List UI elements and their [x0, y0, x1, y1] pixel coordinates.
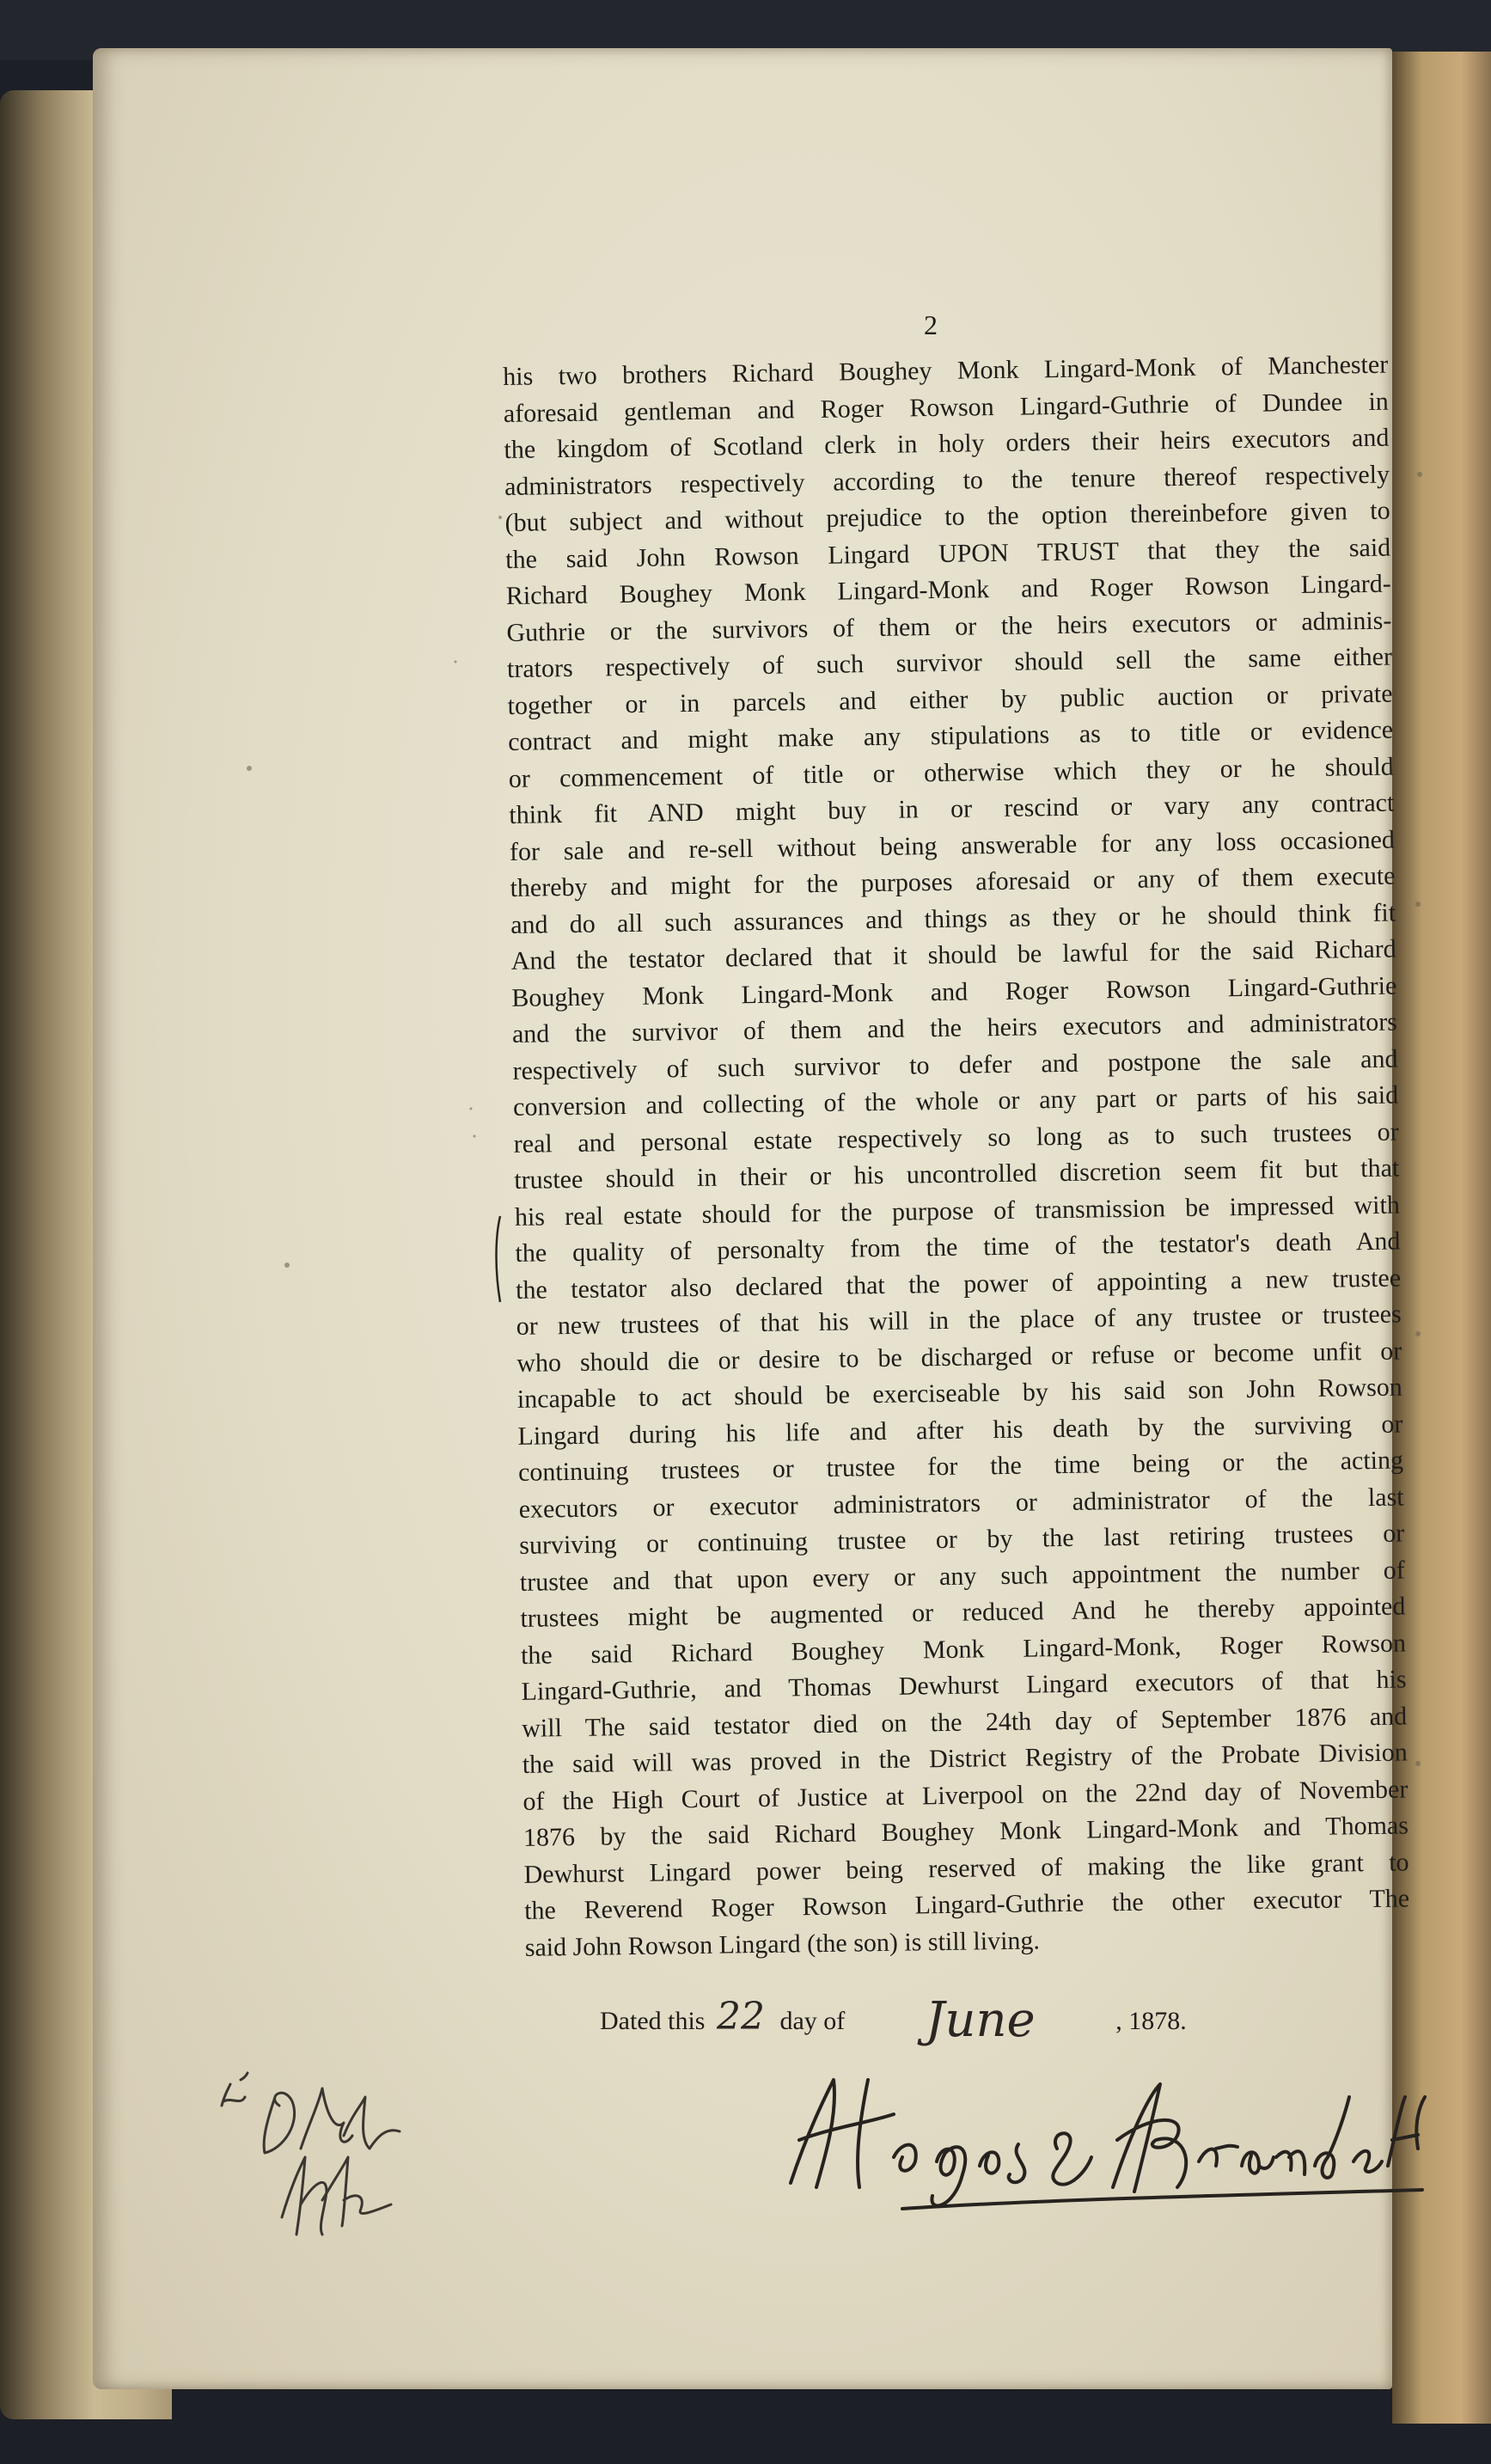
text-line: thereby and might for the purposes aforesaid or any of them execute [510, 861, 1396, 902]
handwritten-day: 22 [716, 1995, 765, 2039]
text-line: said John Rowson Lingard (the son) is still living. [524, 1925, 1041, 1962]
text-line: trustees might be augmented or reduced And he thereby appointed [520, 1592, 1406, 1633]
text-line: continuing trustees or trustee for the time being or the acting [517, 1446, 1404, 1487]
handwritten-month: June [925, 1992, 1036, 2048]
text-line: 1876 by the said Richard Boughey Monk Lingard-Monk and Thomas [522, 1811, 1409, 1852]
text-line: his real estate should for the purpose of transmission be impressed with [514, 1190, 1401, 1232]
text-line: trators respectively of such survivor should sell the same either [506, 642, 1393, 683]
text-line: the said Richard Boughey Monk Lingard-Monk, Roger Rowson [520, 1628, 1407, 1670]
text-line: real and personal estate respectively so long as to such trustees or [513, 1117, 1399, 1159]
text-line: trustee and that upon every or any such appointment the number of [519, 1555, 1405, 1597]
text-line: (but subject and without prejudice to the option thereinbefore given to [504, 496, 1390, 537]
text-line: the Reverend Roger Rowson Lingard-Guthrie the other executor The [523, 1884, 1410, 1925]
text-line: the said John Rowson Lingard UPON TRUST that they the said [505, 533, 1391, 574]
text-line: who should die or desire to be discharged or refuse or become unfit or [516, 1336, 1402, 1378]
text-line: aforesaid gentleman and Roger Rowson Lingard-Guthrie of Dundee in [503, 387, 1390, 428]
text-line: Lingard during his life and after his death by the surviving or [517, 1409, 1403, 1451]
text-line: will The said testator died on the 24th day of September 1876 and [522, 1701, 1408, 1743]
text-line: the testator also declared that the power of appointing a new trustee [515, 1263, 1402, 1305]
dated-middle: day of [779, 2007, 846, 2035]
text-line: Lingard-Guthrie, and Thomas Dewhurst Lingard executors of that his [521, 1665, 1407, 1706]
text-line: the said will was proved in the District Registry of the Probate Division [522, 1738, 1408, 1779]
text-line: for sale and re-sell without being answerable for any loss occasioned [509, 825, 1396, 866]
text-line: trustee should in their or his uncontrolled discretion seem fit but that [514, 1153, 1400, 1195]
text-line: Boughey Monk Lingard-Monk and Roger Rowson Lingard-Guthrie [511, 971, 1397, 1012]
text-line: Guthrie or the survivors of them or the heirs executors or adminis- [506, 606, 1392, 647]
text-line: or new trustees of that his will in the place of any trustee or trustees [516, 1299, 1402, 1341]
text-line: And the testator declared that it should be lawful for the said Richard [510, 934, 1396, 975]
text-line: the kingdom of Scotland clerk in holy orders their heirs executors and [504, 423, 1390, 464]
text-line: the quality of personalty from the time of the testator's death And [515, 1226, 1401, 1268]
text-line: conversion and collecting of the whole or any part or parts of his said [512, 1080, 1399, 1122]
text-line: surviving or continuing trustee or by the last retiring trustees or [519, 1519, 1405, 1560]
dated-prefix: Dated this [600, 2007, 706, 2035]
text-line: executors or executor administrators or administrator of the last [518, 1482, 1404, 1524]
text-line: of the High Court of Justice at Liverpool on the 22nd day of November [522, 1774, 1409, 1816]
text-line: or commencement of title or otherwise which they or he should [508, 752, 1394, 793]
text-line: incapable to act should be exerciseable by his said son John Rowson [516, 1373, 1403, 1414]
dated-year: , 1878. [1115, 2007, 1187, 2035]
page-number: 2 [924, 309, 938, 340]
text-line: Dewhurst Lingard power being reserved of making the like grant to [523, 1847, 1409, 1889]
text-line: administrators respectively according to the tenure thereof respectively [504, 460, 1390, 501]
text-line: respectively of such survivor to defer and postpone the sale and [512, 1044, 1398, 1085]
text-line: and the survivor of them and the heirs executors and administrators [511, 1007, 1398, 1049]
text-line: think fit AND might buy in or rescind or vary any contract [509, 788, 1395, 829]
text-line: contract and might make any stipulations as to title or evidence [507, 715, 1394, 756]
text-line: together or in parcels and either by public auction or private [507, 679, 1393, 720]
text-line: his two brothers Richard Boughey Monk Lingard-Monk of Manchester [503, 350, 1389, 391]
text-line: and do all such assurances and things as they or he should think fit [510, 898, 1396, 939]
text-line: Richard Boughey Monk Lingard-Monk and Roger Rowson Lingard- [505, 569, 1391, 610]
